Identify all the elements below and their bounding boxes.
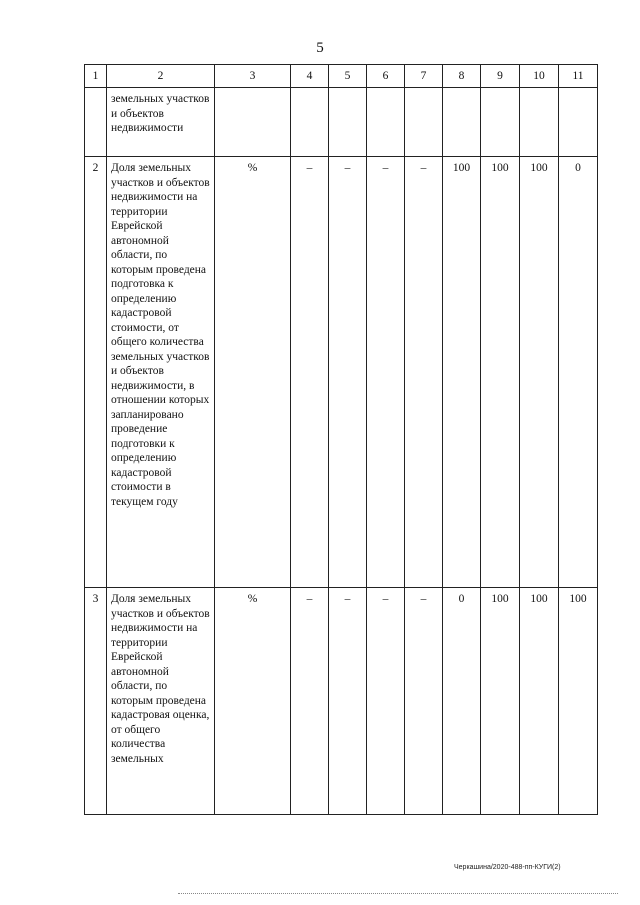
value-cell — [481, 88, 520, 157]
unit-cell: % — [215, 157, 291, 588]
value-cell: 100 — [443, 157, 481, 588]
unit-cell: % — [215, 588, 291, 815]
value-cell — [520, 88, 559, 157]
column-header: 6 — [367, 65, 405, 88]
value-cell — [329, 88, 367, 157]
column-header: 11 — [559, 65, 598, 88]
column-header: 5 — [329, 65, 367, 88]
indicator-name: Доля земельных участков и объектов недвижимости на территории Еврейской автономной области, по которым проведена подготовка к определению кадастровой стоимости, от общего количества земельных участков и объектов недвижимости, в отношении которых запланировано проведение подготовки к определению кадастровой стоимости в текущем году — [107, 157, 215, 588]
value-cell — [405, 88, 443, 157]
value-cell — [367, 88, 405, 157]
value-cell — [443, 88, 481, 157]
value-cell: 100 — [481, 157, 520, 588]
row-number: 3 — [85, 588, 107, 815]
value-cell: – — [367, 157, 405, 588]
column-header: 3 — [215, 65, 291, 88]
column-header: 10 — [520, 65, 559, 88]
indicator-name: Доля земельных участков и объектов недвижимости на территории Еврейской автономной области, по которым проведена кадастровая оценка, от общего количества земельных — [107, 588, 215, 815]
value-cell: 0 — [443, 588, 481, 815]
column-header: 2 — [107, 65, 215, 88]
column-header: 1 — [85, 65, 107, 88]
table-row — [85, 88, 598, 157]
column-header: 8 — [443, 65, 481, 88]
value-cell: – — [405, 588, 443, 815]
indicators-table — [84, 64, 598, 815]
table-row — [85, 157, 598, 588]
column-header: 7 — [405, 65, 443, 88]
document-reference: Черкашина/2020-488-пп-КУГИ(2) — [454, 864, 561, 871]
table-row — [85, 588, 598, 815]
value-cell: – — [367, 588, 405, 815]
value-cell: 0 — [559, 157, 598, 588]
value-cell — [559, 88, 598, 157]
row-number — [85, 88, 107, 157]
value-cell: 100 — [520, 588, 559, 815]
value-cell: – — [291, 157, 329, 588]
value-cell: – — [291, 588, 329, 815]
value-cell — [291, 88, 329, 157]
indicator-name: земельных участков и объектов недвижимости — [107, 88, 215, 157]
value-cell: – — [329, 157, 367, 588]
value-cell: – — [405, 157, 443, 588]
value-cell: 100 — [559, 588, 598, 815]
unit-cell — [215, 88, 291, 157]
value-cell: 100 — [520, 157, 559, 588]
table-header-row — [85, 65, 598, 88]
value-cell: 100 — [481, 588, 520, 815]
column-header: 4 — [291, 65, 329, 88]
value-cell: – — [329, 588, 367, 815]
bottom-divider — [178, 893, 618, 894]
column-header: 9 — [481, 65, 520, 88]
page-number: 5 — [316, 40, 324, 56]
row-number: 2 — [85, 157, 107, 588]
